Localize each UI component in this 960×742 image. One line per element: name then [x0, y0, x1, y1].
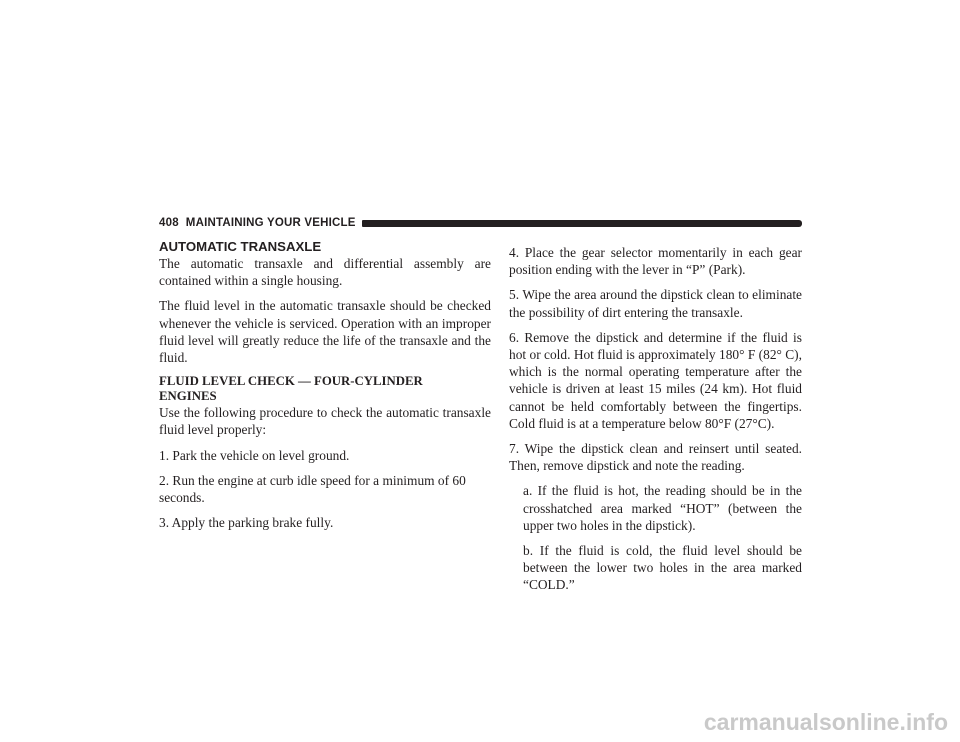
- page-header: [159, 216, 802, 230]
- procedure-step: 3. Apply the parking brake fully.: [159, 515, 334, 531]
- page-number: 408: [159, 217, 179, 229]
- procedure-step: 2. Run the engine at curb idle speed for a minimum of 60 seconds.: [159, 472, 466, 506]
- section-title: MAINTAINING YOUR VEHICLE: [185, 217, 356, 229]
- section-heading: AUTOMATIC TRANSAXLE: [159, 239, 322, 254]
- paragraph: The fluid level in the automatic transaxle should be checked whenever the vehicle is serviced. Operation with an improper fluid level will greatly reduce the life of the transaxle and the fluid.: [159, 298, 491, 366]
- watermark-text: carmanualsonline.info: [703, 709, 948, 735]
- procedure-step: 5. Wipe the area around the dipstick clean to eliminate the possibility of dirt entering the transaxle.: [509, 287, 802, 320]
- paragraph: Use the following procedure to check the automatic transaxle fluid level properly:: [159, 405, 491, 438]
- procedure-substep: a. If the fluid is hot, the reading should be in the crosshatched area marked “HOT” (between the upper two holes in the dipstick).: [523, 483, 802, 533]
- paragraph: The automatic transaxle and differential assembly are contained within a single housing.: [159, 256, 491, 289]
- procedure-substep: b. If the fluid is cold, the fluid level should be between the lower two holes in the area marked “COLD.”: [523, 543, 802, 593]
- procedure-step: 7. Wipe the dipstick clean and reinsert until seated. Then, remove dipstick and note the reading.: [509, 441, 802, 474]
- procedure-step: 6. Remove the dipstick and determine if the fluid is hot or cold. Hot fluid is approximately 180° F (82° C), which is the normal operating temperature after the vehicle is driven at least 15 miles (24 km). Hot fluid cannot be held comfortably between the fingertips. Cold fluid is at a temperature below 80°F (27°C).: [509, 329, 802, 431]
- subsection-heading: FLUID LEVEL CHECK — FOUR-CYLINDER ENGINES: [159, 374, 423, 404]
- left-column: [159, 238, 491, 539]
- procedure-step: 1. Park the vehicle on level ground.: [159, 447, 350, 463]
- right-column: [509, 244, 802, 594]
- procedure-step: 4. Place the gear selector momentarily in each gear position ending with the lever in “P” (Park).: [509, 245, 802, 278]
- header-rule: [362, 220, 802, 227]
